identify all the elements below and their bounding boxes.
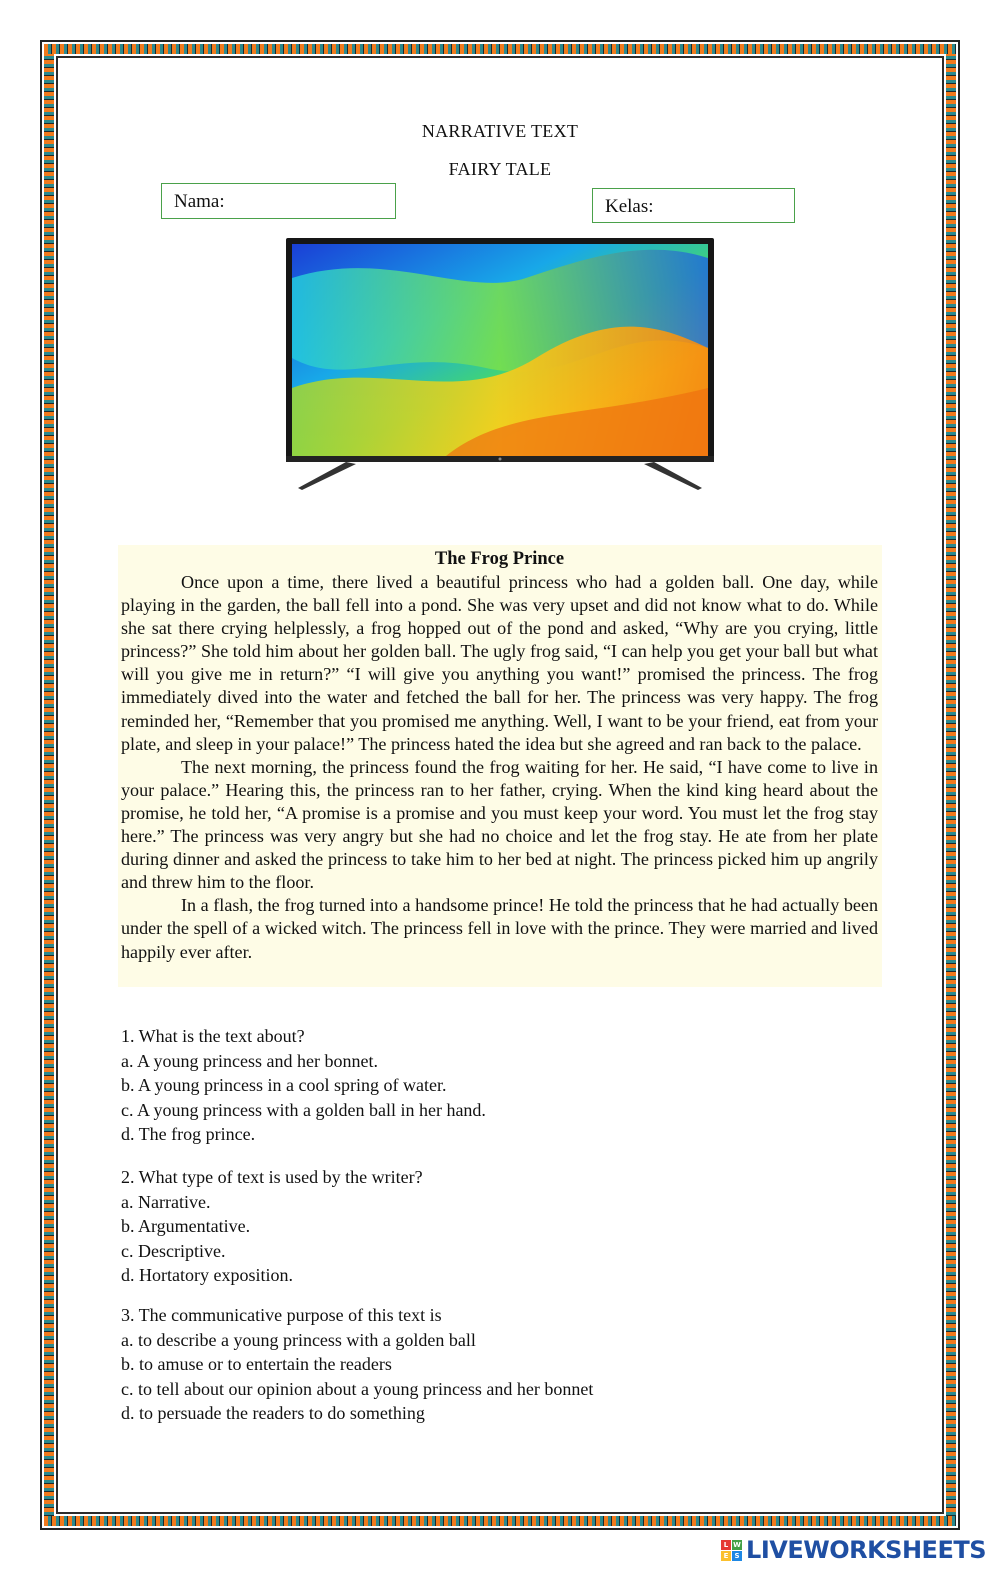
story-paragraph-1: Once upon a time, there lived a beautiful princess who had a golden ball. One day, while playing in the garden, the ball fell into a pond. She was very upset and did not know what to do. While she sat there crying helplessly, a frog hopped out of the pond and asked, “Why are you crying, little princess?” She told him about her golden ball. The ugly frog said, “I can help you get your ball but what will you give me in return?” “I will give you anything you want!” promised the princess. The frog immediately dived into the water and fetched the ball for her. The princess was very happy. The frog reminded her, “Remember that you promised me anything. Well, I want to be your friend, eat from your plate, and sleep in your palace!” The princess hated the idea but she agreed and ran back to the palace. bbox=[121, 572, 878, 754]
television-image bbox=[286, 238, 714, 492]
liveworksheets-logo-icon: L W E S bbox=[721, 1540, 742, 1561]
liveworksheets-logo bbox=[721, 1536, 986, 1564]
kelas-field[interactable] bbox=[592, 188, 795, 223]
liveworksheets-logo-text: LIVEWORKSHEETS bbox=[746, 1536, 986, 1564]
nama-field[interactable] bbox=[161, 183, 396, 219]
story-text-box bbox=[118, 545, 882, 987]
kelas-label: Kelas: bbox=[605, 196, 654, 217]
question-2-option-b[interactable]: b. Argumentative. bbox=[121, 1216, 251, 1236]
question-1-text: 1. What is the text about? bbox=[121, 1026, 305, 1046]
story-paragraph-2: The next morning, the princess found the frog waiting for her. He said, “I have come to live in your palace.” Hearing this, the princess ran to her father, crying. When the kind king heard about the promise, he told her, “A promise is a promise and you must keep your word. You must let the frog stay here.” The princess was very angry but she had no choice and let the frog stay. He ate from her plate during dinner and asked the princess to take him to her bed at night. The princess picked him up angrily and threw him to the floor. bbox=[121, 756, 878, 893]
page-subtitle: FAIRY TALE bbox=[448, 159, 552, 179]
question-3-option-b[interactable]: b. to amuse or to entertain the readers bbox=[121, 1354, 392, 1374]
question-1-option-a[interactable]: a. A young princess and her bonnet. bbox=[121, 1050, 378, 1071]
story-paragraph-3: In a flash, the frog turned into a handsome prince! He told the princess that he had actually been under the spell of a wicked witch. The princess fell in love with the prince. They were married and lived happily ever after. bbox=[121, 895, 878, 962]
nama-label: Nama: bbox=[174, 191, 225, 212]
page-title: NARRATIVE TEXT bbox=[421, 121, 579, 141]
question-1 bbox=[121, 1024, 486, 1147]
question-3-text: 3. The communicative purpose of this text is bbox=[121, 1305, 442, 1325]
question-1-option-c[interactable]: c. A young princess with a golden ball in her hand. bbox=[121, 1099, 486, 1120]
question-2-text: 2. What type of text is used by the writer? bbox=[121, 1167, 423, 1187]
question-2 bbox=[121, 1165, 423, 1288]
question-2-option-c[interactable]: c. Descriptive. bbox=[121, 1240, 226, 1261]
question-1-option-b[interactable]: b. A young princess in a cool spring of water. bbox=[121, 1075, 447, 1095]
question-3-option-c[interactable]: c. to tell about our opinion about a young princess and her bonnet bbox=[121, 1378, 594, 1399]
question-2-option-a[interactable]: a. Narrative. bbox=[121, 1191, 211, 1212]
question-1-option-d[interactable]: d. The frog prince. bbox=[121, 1124, 256, 1144]
question-3-option-d[interactable]: d. to persuade the readers to do something bbox=[121, 1403, 425, 1423]
question-3 bbox=[121, 1303, 593, 1426]
question-2-option-d[interactable]: d. Hortatory exposition. bbox=[121, 1265, 293, 1285]
question-3-option-a[interactable]: a. to describe a young princess with a golden ball bbox=[121, 1329, 476, 1350]
story-title: The Frog Prince bbox=[434, 549, 565, 569]
